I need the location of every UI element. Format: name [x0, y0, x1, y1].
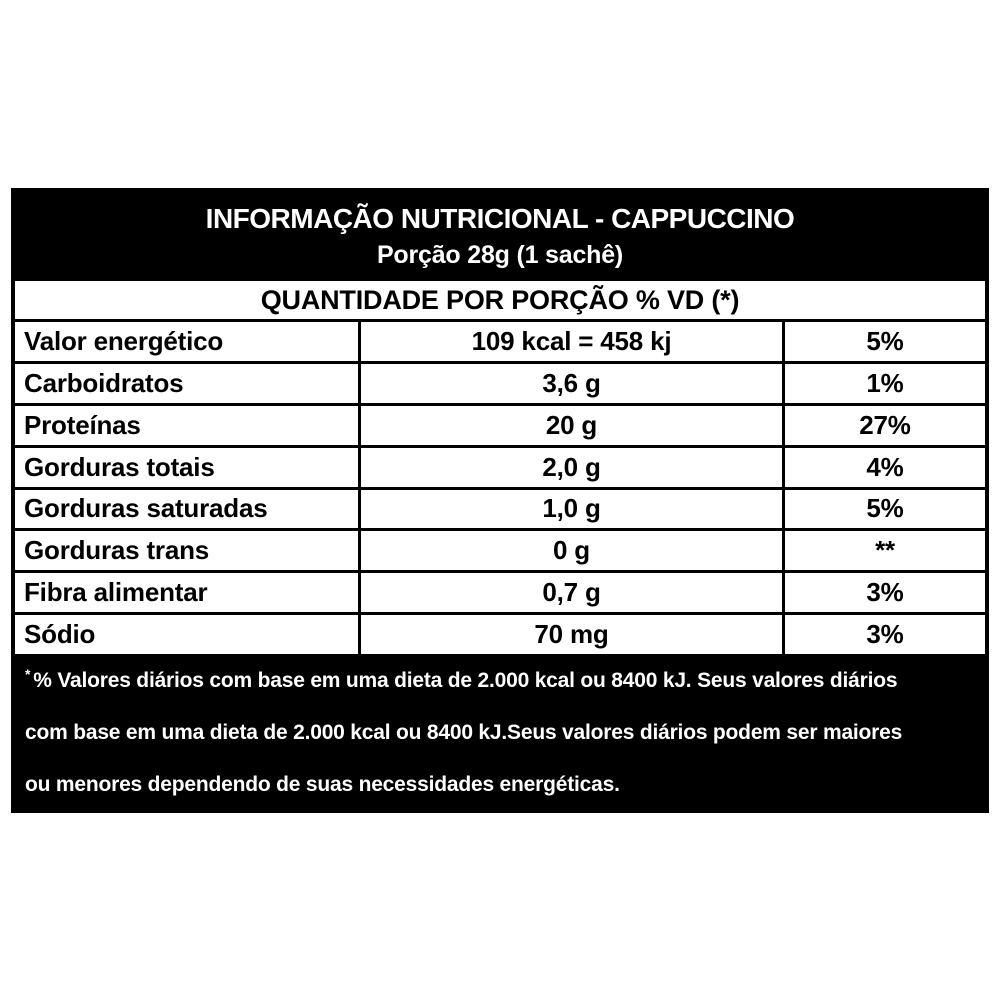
table-row [15, 490, 985, 532]
nutrient-name-cell: Gorduras saturadas [15, 490, 361, 529]
nutrient-name-cell: Carboidratos [15, 364, 361, 403]
amount-cell: 0 g [361, 531, 785, 570]
daily-value-cell: 4% [866, 451, 904, 482]
quantity-per-serving-header: QUANTIDADE POR PORÇÃO % VD (*) [15, 281, 985, 322]
footnote-asterisk: * [25, 666, 31, 682]
daily-value-cell: 27% [859, 409, 911, 440]
nutrient-name-cell: Gorduras trans [15, 531, 361, 570]
nutrient-name-cell: Proteínas [15, 406, 361, 445]
daily-value-cell: 3% [866, 619, 904, 650]
table-row [15, 364, 985, 406]
footnote-text-1: % Valores diários com base em uma dieta de 2.000 kcal ou 8400 kJ. Seus valores diários [33, 669, 898, 692]
daily-value-cell: 3% [866, 577, 904, 608]
footnote-text-3: ou menores dependendo de suas necessidades energéticas. [25, 773, 620, 796]
footnote-line-2 [25, 721, 975, 745]
nutrient-name-cell: Sódio [15, 615, 361, 654]
table-row [15, 406, 985, 448]
table-row [15, 531, 985, 573]
nutrition-label [11, 188, 989, 813]
daily-value-cell: 1% [866, 367, 904, 398]
nutrition-table [15, 322, 985, 657]
table-row [15, 448, 985, 490]
serving-size: Porção 28g (1 sachê) [376, 241, 624, 269]
footnote-text-2: com base em uma dieta de 2.000 kcal ou 8400 kJ.Seus valores diários podem ser maiores [25, 721, 903, 744]
daily-value-cell: ** [875, 535, 895, 566]
amount-cell: 70 mg [361, 615, 785, 654]
amount-cell: 109 kcal = 458 kj [361, 322, 785, 361]
label-footnote [15, 657, 985, 809]
nutrient-name-cell: Valor energético [15, 322, 361, 361]
amount-cell: 2,0 g [361, 448, 785, 487]
table-row [15, 573, 985, 615]
footnote-line-3 [25, 773, 975, 797]
amount-cell: 3,6 g [361, 364, 785, 403]
amount-cell: 1,0 g [361, 490, 785, 529]
amount-cell: 0,7 g [361, 573, 785, 612]
amount-cell: 20 g [361, 406, 785, 445]
daily-value-cell: 5% [866, 325, 904, 356]
nutrient-name-cell: Fibra alimentar [15, 573, 361, 612]
label-title: INFORMAÇÃO NUTRICIONAL - CAPPUCCINO [205, 203, 795, 234]
nutrient-name-cell: Gorduras totais [15, 448, 361, 487]
daily-value-cell: 5% [866, 493, 904, 524]
table-row [15, 615, 985, 657]
footnote-line-1 [25, 666, 975, 693]
table-row [15, 322, 985, 364]
label-header [15, 192, 985, 281]
